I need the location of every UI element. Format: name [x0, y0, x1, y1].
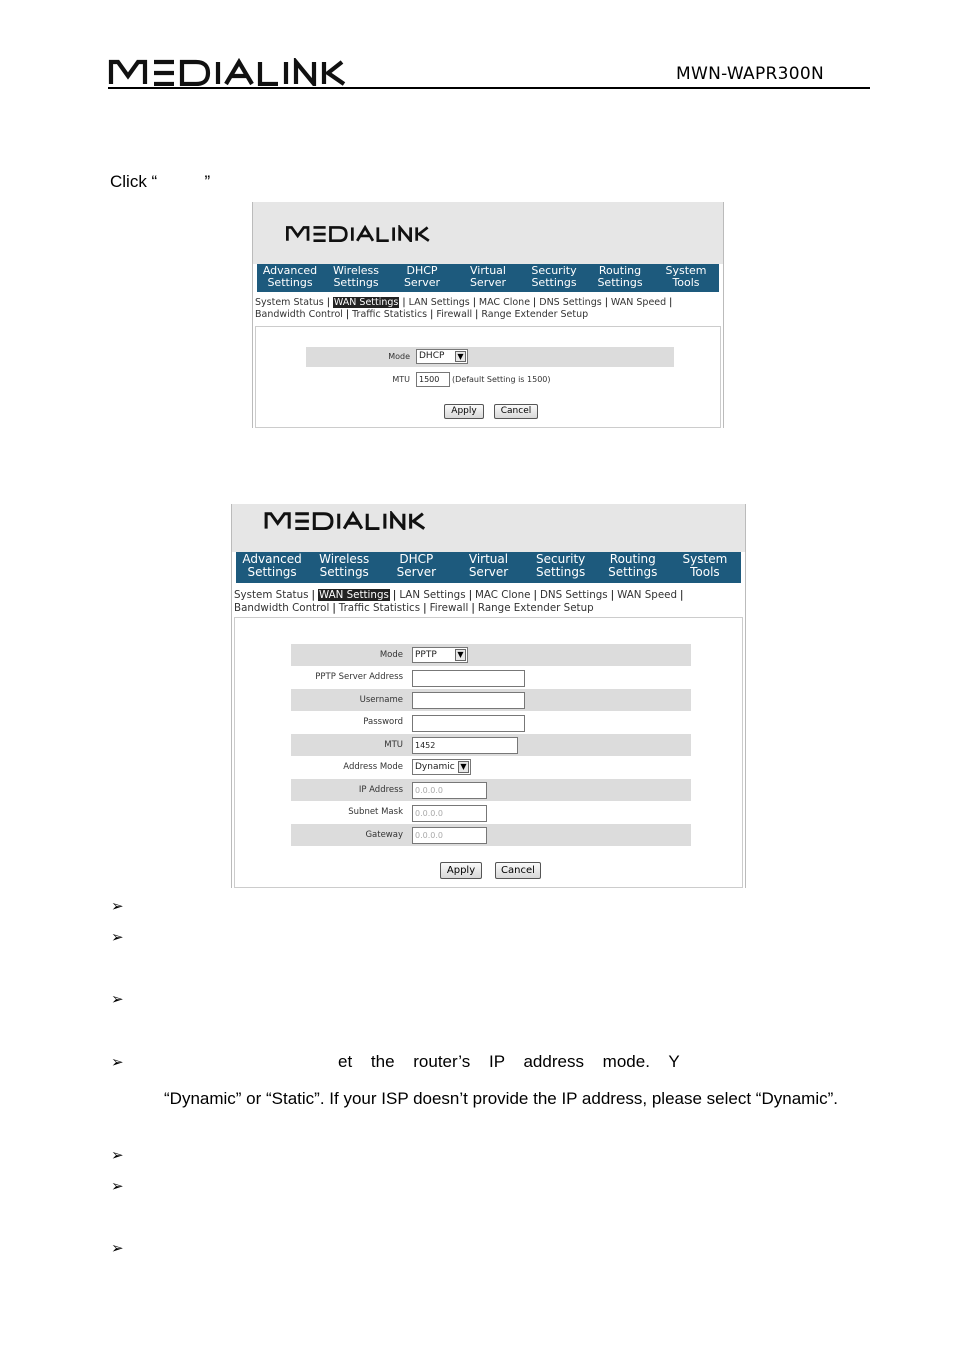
subnav: System Status | WAN Settings | LAN Settings | MAC Clone | DNS Settings | WAN Speed | Bandwidth Control | Traffic Statistics | Firewall | Range Extender Setup: [255, 297, 673, 321]
nav-system-tools[interactable]: System Tools: [665, 264, 707, 289]
subnav: System Status | WAN Settings | LAN Settings | MAC Clone | DNS Settings | WAN Speed | Bandwidth Control | Traffic Statistics | Firewall | Range Extender Setup: [234, 589, 684, 615]
subnav-lan-settings[interactable]: LAN Settings: [408, 297, 470, 308]
address-mode-row: [291, 756, 691, 779]
mode-label: Mode: [388, 352, 410, 361]
chevron-down-icon: ▼: [458, 761, 469, 773]
nav-security-settings[interactable]: Security Settings: [531, 264, 577, 289]
bullet-icon: ➢: [111, 1147, 124, 1164]
subnav-range-extender[interactable]: Range Extender Setup: [481, 309, 589, 321]
subnav-dns-settings[interactable]: DNS Settings: [539, 589, 608, 601]
nav-wireless-settings[interactable]: Wireless Settings: [319, 552, 370, 579]
chevron-down-icon: ▼: [455, 649, 466, 661]
mask-row: [291, 801, 691, 824]
mode-row: [306, 347, 674, 367]
subnav-bandwidth-control[interactable]: Bandwidth Control: [234, 602, 330, 615]
nav-advanced-settings[interactable]: Advanced Settings: [242, 552, 302, 579]
mode-select[interactable]: DHCP ▼: [416, 349, 468, 364]
subnav-mac-clone[interactable]: MAC Clone: [475, 589, 531, 601]
medialink-logo: [108, 58, 373, 86]
server-row: [291, 666, 691, 689]
mtu-note: (Default Setting is 1500): [452, 375, 551, 384]
address-mode-fragment: et the router’s IP address mode. Y: [338, 1052, 680, 1071]
ip-input[interactable]: 0.0.0.0: [412, 782, 487, 799]
nav-bar: [257, 264, 719, 292]
subnav-wan-speed[interactable]: WAN Speed: [610, 297, 667, 308]
mask-label: Subnet Mask: [348, 807, 403, 817]
screenshot-logo: [234, 511, 474, 530]
bullet-icon: ➢: [111, 898, 124, 915]
subnav-system-status[interactable]: System Status: [255, 297, 324, 308]
server-input[interactable]: [412, 670, 525, 687]
nav-routing-settings[interactable]: Routing Settings: [608, 552, 658, 579]
apply-button[interactable]: Apply: [440, 862, 482, 879]
bullet-icon: ➢: [111, 991, 124, 1008]
username-label: Username: [359, 695, 403, 705]
ip-row: [291, 779, 691, 801]
subnav-wan-settings[interactable]: WAN Settings: [333, 297, 399, 308]
screenshot-logo: [255, 225, 477, 242]
subnav-traffic-statistics[interactable]: Traffic Statistics: [338, 602, 421, 615]
cancel-button[interactable]: Cancel: [495, 862, 541, 879]
intro-text: Click “ ”: [110, 172, 211, 191]
address-mode-select[interactable]: Dynamic ▼: [412, 759, 471, 775]
bullet-icon: ➢: [111, 1240, 124, 1257]
server-label: PPTP Server Address: [315, 672, 403, 682]
mtu-label: MTU: [392, 375, 410, 384]
mtu-row: [291, 734, 691, 756]
screenshot-pptp: [231, 504, 746, 888]
bullet-icon: ➢: [111, 1178, 124, 1195]
nav-dhcp-server[interactable]: DHCP Server: [403, 264, 441, 289]
subnav-firewall[interactable]: Firewall: [429, 602, 469, 615]
subnav-wan-speed[interactable]: WAN Speed: [617, 589, 678, 601]
subnav-traffic-statistics[interactable]: Traffic Statistics: [352, 309, 428, 321]
address-mode-paragraph: “Dynamic” or “Static”. If your ISP doesn’t provide the IP address, please select “Dynamic”.: [164, 1089, 838, 1108]
gateway-input[interactable]: 0.0.0.0: [412, 827, 487, 844]
subnav-bandwidth-control[interactable]: Bandwidth Control: [255, 309, 343, 321]
mtu-row: [306, 369, 674, 391]
nav-system-tools[interactable]: System Tools: [682, 552, 728, 579]
bullet-icon: ➢: [111, 1054, 124, 1071]
model-number: MWN-WAPR300N: [676, 64, 824, 84]
address-mode-label: Address Mode: [343, 762, 403, 772]
bullet-icon: ➢: [111, 929, 124, 946]
ip-label: IP Address: [358, 785, 403, 795]
chevron-down-icon: ▼: [455, 351, 466, 362]
mtu-label: MTU: [384, 740, 403, 750]
nav-dhcp-server[interactable]: DHCP Server: [396, 552, 437, 579]
mode-label: Mode: [379, 650, 403, 660]
subnav-range-extender[interactable]: Range Extender Setup: [477, 602, 594, 615]
header-rule: [108, 87, 870, 89]
form-area: [234, 617, 743, 888]
cancel-button[interactable]: Cancel: [494, 404, 538, 419]
gateway-row: [291, 824, 691, 846]
subnav-dns-settings[interactable]: DNS Settings: [539, 297, 602, 308]
subnav-system-status[interactable]: System Status: [234, 589, 309, 601]
password-input[interactable]: [412, 715, 525, 732]
mask-input[interactable]: 0.0.0.0: [412, 805, 487, 822]
subnav-wan-settings[interactable]: WAN Settings: [318, 589, 389, 601]
mtu-input[interactable]: 1452: [412, 737, 518, 754]
password-row: [291, 711, 691, 734]
nav-security-settings[interactable]: Security Settings: [535, 552, 586, 579]
nav-virtual-server[interactable]: Virtual Server: [468, 552, 509, 579]
username-row: [291, 689, 691, 711]
form-area: [255, 326, 721, 428]
mode-select[interactable]: PPTP ▼: [412, 647, 468, 663]
subnav-firewall[interactable]: Firewall: [436, 309, 473, 321]
nav-bar: [236, 552, 741, 583]
apply-button[interactable]: Apply: [444, 404, 484, 419]
mode-row: [291, 644, 691, 666]
nav-virtual-server[interactable]: Virtual Server: [469, 264, 507, 289]
mtu-input[interactable]: 1500: [416, 372, 450, 387]
subnav-lan-settings[interactable]: LAN Settings: [399, 589, 466, 601]
nav-wireless-settings[interactable]: Wireless Settings: [332, 264, 380, 289]
username-input[interactable]: [412, 692, 525, 709]
nav-advanced-settings[interactable]: Advanced Settings: [262, 264, 318, 289]
gateway-label: Gateway: [365, 830, 403, 840]
subnav-mac-clone[interactable]: MAC Clone: [478, 297, 531, 308]
screenshot-dhcp: [252, 202, 724, 428]
nav-routing-settings[interactable]: Routing Settings: [597, 264, 643, 289]
password-label: Password: [363, 717, 403, 727]
